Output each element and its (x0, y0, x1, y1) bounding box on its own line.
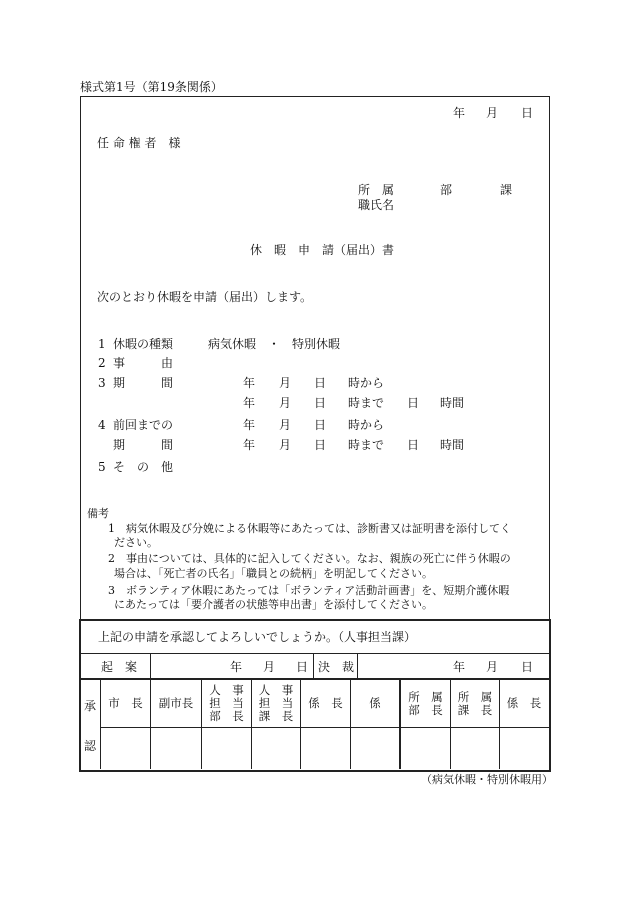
item2-label: 事 由 (113, 356, 174, 370)
approval-side-label-2: 認 (84, 739, 97, 753)
draft-day: 日 (296, 660, 309, 674)
item3-r1-year: 年 (243, 376, 256, 390)
intro-text: 次のとおり休暇を申請（届出）します。 (97, 290, 313, 304)
draft-vline-1 (150, 654, 151, 679)
col-deputy-mayor (151, 680, 201, 727)
item4-num: 4 (98, 418, 106, 432)
item4-label2: 期 間 (113, 438, 174, 452)
date-month: 月 (486, 106, 499, 120)
item3-r1-from: 時から (348, 376, 385, 390)
date-year: 年 (453, 106, 466, 120)
item4-r2-until: 時まで (348, 438, 385, 452)
footer-note: （病気休暇・特別休暇用） (421, 773, 553, 786)
item3-r2-hours: 時間 (440, 396, 465, 410)
draft-label: 起 案 (101, 660, 138, 674)
addressee: 任 命 権 者 様 (97, 136, 181, 150)
col-subsection-chief (301, 680, 350, 727)
col-affil-subsection-label: 係 長 (506, 696, 542, 710)
item4-r1-year: 年 (243, 418, 256, 432)
remark1-line2: ださい。 (114, 536, 158, 549)
item1-label: 休暇の種類 (113, 337, 174, 351)
col-mayor-label: 市 長 (108, 696, 143, 710)
item3-r2-day: 日 (314, 396, 327, 410)
item3-r1-day: 日 (314, 376, 327, 390)
remark3-line2: にあたっては「要介護者の状態等申出書」を添付してください。 (114, 598, 433, 611)
col-affil-section-l1: 所 属 (457, 689, 493, 704)
col-staff-label: 係 (369, 696, 381, 710)
item4-r1-from: 時から (348, 418, 385, 432)
affiliation-label: 所 属 (358, 183, 395, 197)
col-hr-director-l2: 担 当 (209, 696, 244, 710)
remark2-line2: 場合は、「死亡者の氏名」「職員との続柄」を明記してください。 (114, 567, 433, 580)
draft-vline-3 (357, 654, 358, 679)
col-affil-director-l2: 部 長 (408, 702, 443, 717)
col-hr-section-l1: 人 事 (258, 683, 294, 697)
item4-r1-day: 日 (314, 418, 327, 432)
col-affil-subsection-chief (500, 680, 548, 727)
item4-r1-month: 月 (279, 418, 292, 432)
approval-statement: 上記の申請を承認してよろしいでしょうか。（人事担当課） (98, 630, 417, 644)
approval-hline-3 (100, 727, 549, 728)
remark2-line1: 2 事由については、具体的に記入してください。なお、親族の死亡に伴う休暇の (108, 552, 511, 565)
remark3-line1: 3 ボランティア休暇にあたっては「ボランティア活動計画書」を、短期介護休暇 (108, 584, 510, 597)
remarks-heading: 備考 (87, 507, 109, 520)
item5-num: 5 (98, 460, 106, 474)
item4-r2-days: 日 (407, 438, 420, 452)
remark1-line1: 1 病気休暇及び分娩による休暇等にあたっては、診断書又は証明書を添付してく (108, 522, 511, 535)
col-mayor (101, 680, 150, 727)
item4-r2-hours: 時間 (440, 438, 465, 452)
col-staff (351, 680, 399, 727)
draft-vline-2 (313, 654, 314, 679)
affiliation-section: 課 (500, 183, 513, 197)
item1-num: 1 (98, 337, 106, 351)
position-name-label: 職氏名 (358, 198, 395, 212)
form-number: 様式第1号（第19条関係） (80, 80, 223, 94)
col-deputy-mayor-label: 副市長 (158, 696, 194, 710)
col-hr-section-l3: 課 長 (258, 709, 294, 723)
col-hr-section-l2: 担 当 (258, 696, 294, 710)
item3-num: 3 (98, 376, 106, 390)
col-affil-section-chief (451, 680, 499, 727)
item4-r2-year: 年 (243, 438, 256, 452)
col-hr-director (202, 680, 251, 727)
item3-r1-month: 月 (279, 376, 292, 390)
item4-label1: 前回までの (113, 418, 174, 432)
col-hr-section-chief (252, 680, 300, 727)
draft-year: 年 (230, 660, 243, 674)
item4-r2-month: 月 (279, 438, 292, 452)
col-subsection-chief-label: 係 長 (308, 696, 343, 710)
item2-num: 2 (98, 356, 106, 370)
item3-r2-year: 年 (243, 396, 256, 410)
col-hr-director-l1: 人 事 (209, 683, 244, 697)
decision-label: 決 裁 (318, 660, 355, 674)
item3-r2-month: 月 (279, 396, 292, 410)
col-affil-director-l1: 所 属 (408, 689, 443, 704)
item1-value: 病気休暇 ・ 特別休暇 (208, 337, 341, 351)
item4-r2-day: 日 (314, 438, 327, 452)
draft-month: 月 (263, 660, 276, 674)
date-day: 日 (521, 106, 534, 120)
col-hr-director-l3: 部 長 (209, 709, 244, 723)
decision-year: 年 (453, 660, 466, 674)
col-affil-director (401, 680, 450, 727)
approval-side-label-1: 承 (84, 699, 97, 713)
affiliation-dept: 部 (440, 183, 453, 197)
col-affil-section-l2: 課 長 (457, 702, 493, 717)
item3-r2-days: 日 (407, 396, 420, 410)
item3-r2-until: 時まで (348, 396, 385, 410)
item3-label: 期 間 (113, 376, 174, 390)
decision-month: 月 (486, 660, 499, 674)
decision-day: 日 (521, 660, 534, 674)
form-title: 休 暇 申 請（届出）書 (250, 243, 395, 257)
item5-label: そ の 他 (113, 460, 174, 474)
